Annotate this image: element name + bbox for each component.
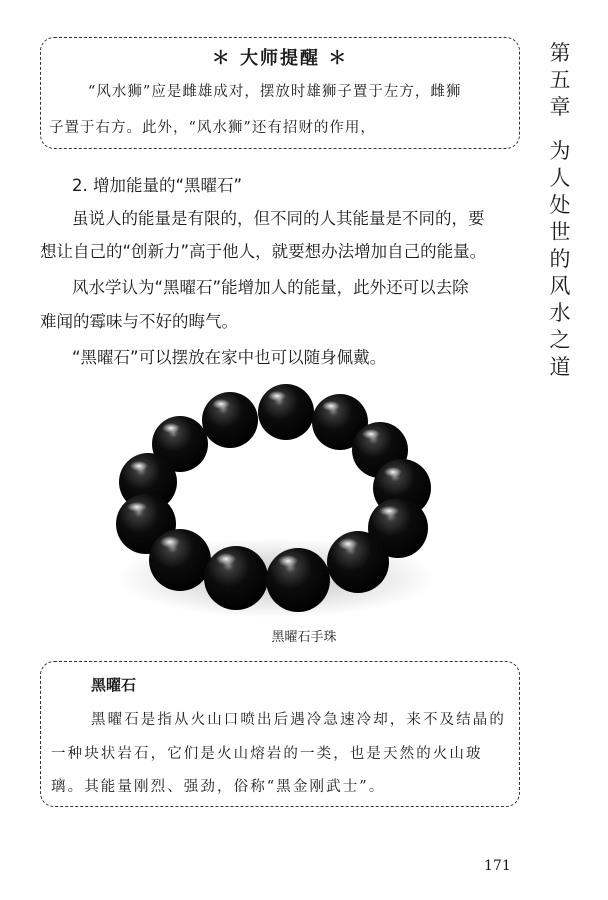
note-text-line: 一种块状岩石，它们是火山熔岩的一类，也是天然的火山玻 xyxy=(51,746,483,762)
chapter-label xyxy=(538,40,582,121)
paragraph-line: 虽说人的能量是有限的，但不同的人其能量是不同的，要 xyxy=(72,209,485,228)
chapter-label-char: 五 xyxy=(549,68,571,92)
obsidian-bracelet-image xyxy=(108,378,438,618)
chapter-title-char: 处 xyxy=(549,193,571,217)
chapter-label-char: 第 xyxy=(549,41,571,65)
paragraph-line: 想让自己的“创新力”高于他人，就要想办法增加自己的能量。 xyxy=(40,242,487,261)
figure-caption: 黑曜石手珠 xyxy=(271,630,337,645)
paragraph-line: “黑曜石”可以摆放在家中也可以随身佩戴。 xyxy=(72,348,387,367)
note-text-line: 黑曜石是指从火山口喷出后遇冷急速冷却，来不及结晶的 xyxy=(91,712,506,728)
paragraph-line: 难闻的霉味与不好的晦气。 xyxy=(40,312,238,331)
tip-text-line: “风水狮”应是雌雄成对，摆放时雄狮子置于左方，雌狮 xyxy=(88,84,462,100)
tip-title: ＊ 大师提醒 ＊ xyxy=(211,48,349,69)
note-title: 黑曜石 xyxy=(91,676,137,694)
bead xyxy=(202,392,258,448)
obsidian-note-box xyxy=(40,661,520,807)
chapter-title-char: 为 xyxy=(549,139,571,163)
chapter-title-char: 世 xyxy=(549,220,571,244)
bead xyxy=(149,529,211,591)
bead xyxy=(258,384,314,440)
paragraph-line: 风水学认为“黑曜石”能增加人的能量，此外还可以去除 xyxy=(72,278,469,297)
chapter-title-char: 的 xyxy=(549,247,571,271)
master-tip-box xyxy=(40,37,520,149)
chapter-title-char: 人 xyxy=(549,166,571,190)
tip-text-line: 子置于右方。此外，“风水狮”还有招财的作用， xyxy=(49,120,376,136)
bead xyxy=(327,531,389,593)
chapter-title-char: 之 xyxy=(549,328,571,352)
chapter-title-char: 道 xyxy=(549,355,571,379)
chapter-label-char: 章 xyxy=(549,95,571,119)
page-number: 171 xyxy=(484,858,511,874)
note-text-line: 璃。其能量刚烈、强劲，俗称“黑金刚武士”。 xyxy=(51,779,386,795)
chapter-title-char: 风 xyxy=(549,274,571,298)
bead xyxy=(204,546,268,610)
chapter-title-char: 水 xyxy=(549,301,571,325)
section-heading: 2. 增加能量的“黑曜石” xyxy=(72,176,243,195)
chapter-title xyxy=(538,138,582,381)
bead xyxy=(266,548,330,612)
